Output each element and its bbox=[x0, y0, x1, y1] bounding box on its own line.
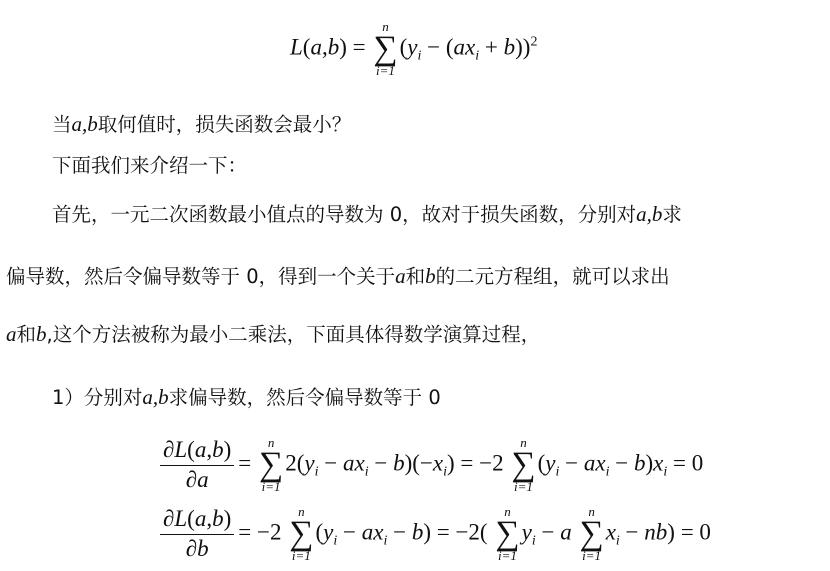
intro-paragraph: 下面我们来介绍一下： bbox=[52, 154, 248, 177]
least-squares-paragraph: a和b,这个方法被称为最小二乘法，下面具体得数学演算过程， bbox=[6, 322, 541, 346]
summation-symbol: n ∑ i=1 bbox=[259, 435, 284, 494]
derivative-paragraph-line2: 偏导数，然后令偏导数等于 0，得到一个关于a和b的二元方程组，就可以求出 bbox=[6, 264, 670, 288]
step-one-heading: 1）分别对a,b求偏导数，然后令偏导数等于 0 bbox=[52, 385, 441, 409]
fraction-dL-da: $\frac{\partial L(a,b)}{\partial a}$ bbox=[160, 437, 234, 493]
question-paragraph: 当a,b取何值时，损失函数会最小？ bbox=[52, 112, 352, 136]
summation-symbol: n ∑ i=1 bbox=[579, 504, 604, 563]
partial-derivative-a: $\frac{\partial L(a,b)}{\partial a}$ = n ∑ i=1 $2(y_i - ax_i - b)(-x_i) = -2$ n ∑ i=1 $(y_i - ax_i - b)x_i = 0$ bbox=[160, 436, 703, 494]
fraction-dL-db: $\frac{\partial L(a,b)}{\partial b}$ bbox=[160, 506, 234, 562]
summation-symbol: n ∑ i=1 bbox=[511, 435, 536, 494]
partial-derivative-b: $\frac{\partial L(a,b)}{\partial b}$ = −2 n ∑ i=1 $(y_i - ax_i - b) = -2$( n ∑ i=1 $y_i - a$ n ∑ i=1 $x_i - nb) = 0$ bbox=[160, 505, 711, 563]
summation-symbol: n ∑ i=1 bbox=[373, 19, 398, 78]
summation-symbol: n ∑ i=1 bbox=[289, 504, 314, 563]
loss-function-formula: L(a,b) = n ∑ i=1 $(y_i - (ax_i + b))^2$ bbox=[290, 19, 538, 78]
summation-symbol: n ∑ i=1 bbox=[495, 504, 520, 563]
derivative-paragraph-line1: 首先，一元二次函数最小值点的导数为 0，故对于损失函数，分别对a,b求 bbox=[52, 202, 682, 226]
